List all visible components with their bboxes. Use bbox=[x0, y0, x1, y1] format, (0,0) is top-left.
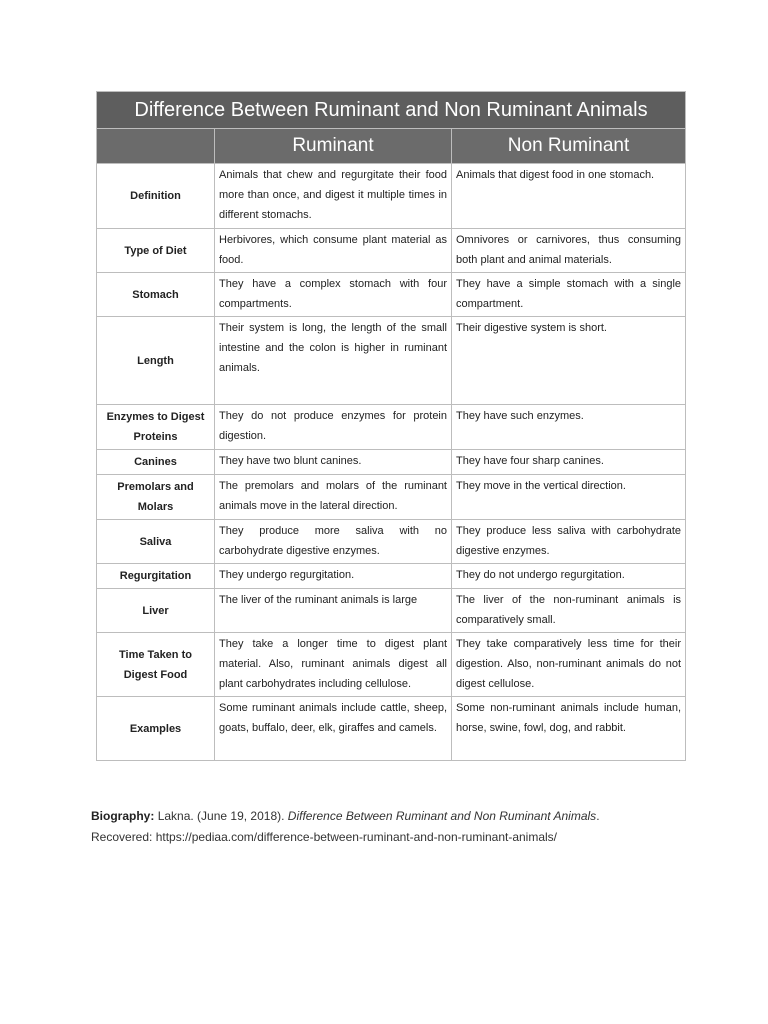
header-non-ruminant: Non Ruminant bbox=[452, 129, 686, 164]
ruminant-cell: They take a longer time to digest plant material. Also, ruminant animals digest all plant carbohydrates including cellulose. bbox=[215, 633, 452, 697]
citation-label: Biography: bbox=[91, 809, 155, 823]
row-label: Liver bbox=[97, 589, 215, 633]
citation-recovered-link[interactable]: Recovered: https://pediaa.com/difference-between-ruminant-and-non-ruminant-animals/ bbox=[91, 830, 558, 844]
row-label: Premolars and Molars bbox=[97, 475, 215, 520]
row-label: Saliva bbox=[97, 520, 215, 564]
ruminant-cell: The premolars and molars of the ruminant animals move in the lateral direction. bbox=[215, 475, 452, 520]
row-label: Regurgitation bbox=[97, 564, 215, 589]
table-title: Difference Between Ruminant and Non Ruminant Animals bbox=[97, 92, 686, 129]
table-header-row bbox=[97, 129, 686, 164]
table-row bbox=[97, 450, 686, 475]
table-row bbox=[97, 520, 686, 564]
header-ruminant: Ruminant bbox=[215, 129, 452, 164]
ruminant-cell: They undergo regurgitation. bbox=[215, 564, 452, 589]
non-ruminant-cell: Animals that digest food in one stomach. bbox=[452, 164, 686, 229]
non-ruminant-cell: They have a simple stomach with a single compartment. bbox=[452, 273, 686, 317]
ruminant-cell: They have two blunt canines. bbox=[215, 450, 452, 475]
non-ruminant-cell: They take comparatively less time for their digestion. Also, non-ruminant animals do not digest cellulose. bbox=[452, 633, 686, 697]
table-row bbox=[97, 697, 686, 761]
non-ruminant-cell: Omnivores or carnivores, thus consuming both plant and animal materials. bbox=[452, 229, 686, 273]
row-label: Examples bbox=[97, 697, 215, 761]
non-ruminant-cell: The liver of the non-ruminant animals is comparatively small. bbox=[452, 589, 686, 633]
non-ruminant-cell: They have four sharp canines. bbox=[452, 450, 686, 475]
header-blank-cell bbox=[97, 129, 215, 164]
table-row bbox=[97, 564, 686, 589]
row-label: Length bbox=[97, 317, 215, 405]
non-ruminant-cell: They do not undergo regurgitation. bbox=[452, 564, 686, 589]
ruminant-cell: They produce more saliva with no carbohydrate digestive enzymes. bbox=[215, 520, 452, 564]
table-row bbox=[97, 633, 686, 697]
table-row bbox=[97, 475, 686, 520]
row-label: Time Taken to Digest Food bbox=[97, 633, 215, 697]
table-title-row bbox=[97, 92, 686, 129]
ruminant-cell: Herbivores, which consume plant material as food. bbox=[215, 229, 452, 273]
row-label: Canines bbox=[97, 450, 215, 475]
table-row bbox=[97, 273, 686, 317]
table-body bbox=[97, 164, 686, 761]
non-ruminant-cell: They produce less saliva with carbohydrate digestive enzymes. bbox=[452, 520, 686, 564]
row-label: Type of Diet bbox=[97, 229, 215, 273]
non-ruminant-cell: They move in the vertical direction. bbox=[452, 475, 686, 520]
table-row bbox=[97, 164, 686, 229]
ruminant-cell: Their system is long, the length of the small intestine and the colon is higher in ruminant animals. bbox=[215, 317, 452, 405]
citation-title-period: . bbox=[596, 809, 600, 823]
citation bbox=[91, 806, 681, 848]
row-label: Stomach bbox=[97, 273, 215, 317]
citation-title: Difference Between Ruminant and Non Ruminant Animals bbox=[287, 809, 597, 823]
table-row bbox=[97, 589, 686, 633]
ruminant-cell: Animals that chew and regurgitate their food more than once, and digest it multiple times in different stomachs. bbox=[215, 164, 452, 229]
non-ruminant-cell: Some non-ruminant animals include human, horse, swine, fowl, dog, and rabbit. bbox=[452, 697, 686, 761]
ruminant-cell: They have a complex stomach with four compartments. bbox=[215, 273, 452, 317]
table-row bbox=[97, 317, 686, 405]
ruminant-cell: The liver of the ruminant animals is large bbox=[215, 589, 452, 633]
ruminant-cell: Some ruminant animals include cattle, sheep, goats, buffalo, deer, elk, giraffes and camels. bbox=[215, 697, 452, 761]
citation-author-date: Lakna. (June 19, 2018). bbox=[157, 809, 285, 823]
ruminant-cell: They do not produce enzymes for protein digestion. bbox=[215, 405, 452, 450]
row-label: Definition bbox=[97, 164, 215, 229]
non-ruminant-cell: Their digestive system is short. bbox=[452, 317, 686, 405]
comparison-table bbox=[96, 91, 686, 761]
non-ruminant-cell: They have such enzymes. bbox=[452, 405, 686, 450]
table-row bbox=[97, 229, 686, 273]
row-label: Enzymes to Digest Proteins bbox=[97, 405, 215, 450]
table-row bbox=[97, 405, 686, 450]
